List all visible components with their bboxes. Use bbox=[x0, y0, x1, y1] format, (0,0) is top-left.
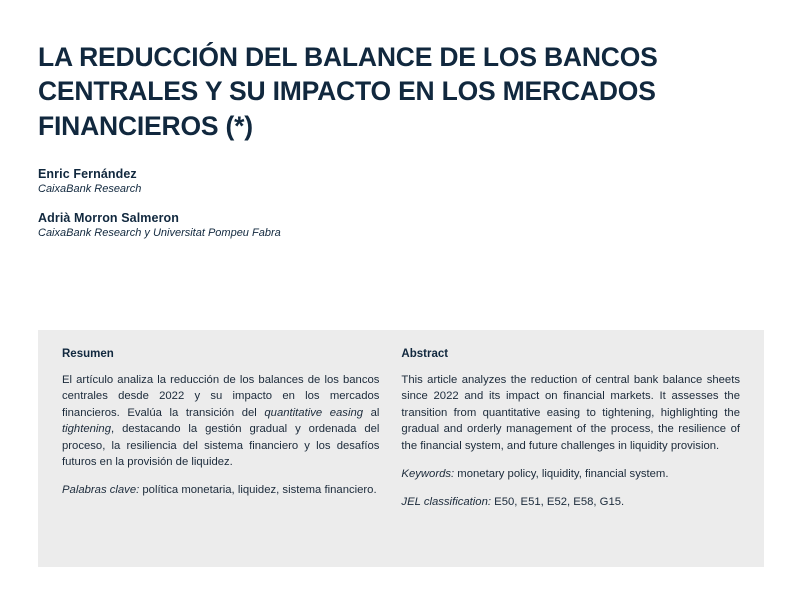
abstract-box bbox=[38, 330, 764, 567]
resumen-keywords bbox=[62, 482, 379, 498]
author-name: Adrià Morron Salmeron bbox=[38, 211, 180, 226]
author-block-1 bbox=[38, 167, 764, 195]
resumen-keywords-value: política monetaria, liquidez, sistema financiero. bbox=[139, 484, 377, 497]
resumen-keywords-label: Palabras clave: bbox=[62, 484, 140, 497]
abstract-keywords-value: monetary policy, liquidity, financial system. bbox=[454, 467, 669, 480]
author-block-2 bbox=[38, 211, 764, 239]
resumen-text-1: El artículo analiza la reducción de los balances de los bancos centrales desde 2022 y su impacto en los mercados financieros. Evalúa la transición del bbox=[62, 374, 380, 419]
resumen-text-2: al bbox=[363, 406, 380, 419]
resumen-heading: Resumen bbox=[62, 348, 114, 360]
abstract-keywords-label: Keywords: bbox=[401, 467, 455, 480]
abstract-jel-label: JEL classification: bbox=[401, 496, 492, 509]
abstract-heading: Abstract bbox=[401, 348, 449, 360]
resumen-text-3: , destacando la gestión gradual y ordenada del proceso, la resiliencia del sistema financiero y los desafíos futuros en la provisión de liquidez. bbox=[62, 423, 380, 468]
author-affiliation: CaixaBank Research y Universitat Pompeu Fabra bbox=[38, 227, 281, 240]
page-title: LA REDUCCIÓN DEL BALANCE DE LOS BANCOS CENTRALES Y SU IMPACTO EN LOS MERCADOS FINANCIEROS (*) bbox=[38, 42, 658, 141]
abstract-keywords bbox=[401, 466, 740, 482]
resumen-column bbox=[62, 348, 401, 549]
author-name: Enric Fernández bbox=[38, 167, 137, 182]
resumen-body bbox=[62, 372, 379, 470]
resumen-italic-1: quantitative easing bbox=[264, 406, 364, 419]
resumen-italic-2: tightening bbox=[62, 423, 111, 436]
abstract-jel-value: E50, E51, E52, E58, G15. bbox=[491, 496, 625, 509]
abstract-jel bbox=[401, 494, 740, 510]
abstract-column bbox=[401, 348, 740, 549]
author-affiliation: CaixaBank Research bbox=[38, 183, 142, 196]
abstract-body: This article analyzes the reduction of central bank balance sheets since 2022 and its impact on financial markets. It assesses the transition from quantitative easing to tightening, highlighting the gradual and orderly management of the process, the resilience of the financial system, and future challenges in liquidity provision. bbox=[401, 374, 740, 452]
